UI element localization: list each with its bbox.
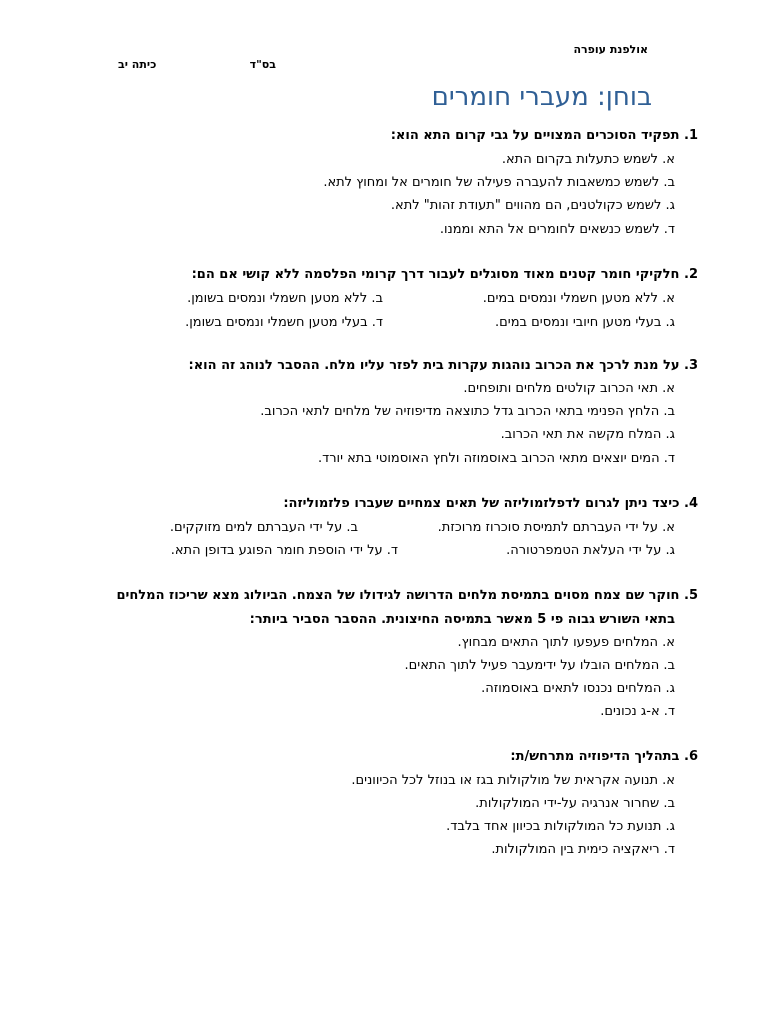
q1-option-d: ד. לשמש כנשאים לחומרים אל התא וממנו. [439,222,675,237]
q5-option-a: א. המלחים פעפעו לתוך התאים מבחוץ. [457,635,675,650]
q4-option-d: ד. על ידי הוספת חומר הפוגע בדופן התא. [170,543,398,558]
q4-option-c: ג. על ידי העלאת הטמפרטורה. [506,543,675,558]
q1-option-a: א. לשמש כתעלות בקרום התא. [501,152,675,167]
q4-option-b: ב. על ידי העברתם למים מזוקקים. [169,520,358,535]
q3-option-d: ד. המים יוצאים מתאי הכרוב באוסמוזה ולחץ האוסמוטי בתא יורד. [317,451,675,466]
question-5-line-2: בתאי השורש גבוה פי 5 מאשר בתמיסה החיצונית. ההסבר הסביר ביותר: [249,612,675,627]
question-2: 2. חלקיקי חומר קטנים מאוד מסוגלים לעבור דרך קרומי הפלסמה ללא קושי אם הם: [191,267,698,282]
q6-option-c: ג. תנועת כל המולקולות בכיוון אחד בלבד. [446,819,675,834]
q5-option-c: ג. המלחים נכנסו לתאים באוסמוזה. [481,681,675,696]
q6-option-a: א. תנועה אקראית של מולקולות בגז או בנוזל לכל הכיוונים. [351,773,675,788]
q3-option-c: ג. המלח מקשה את תאי הכרוב. [500,427,675,442]
q6-option-b: ב. שחרור אנרגיה על-ידי המולקולות. [475,796,675,811]
q5-option-d: ד. א-ג נכונים. [600,704,675,719]
q2-option-d: ד. בעלי מטען חשמלי ונמסים בשומן. [185,315,383,330]
q2-option-c: ג. בעלי מטען חיובי ונמסים במים. [495,315,675,330]
q3-option-b: ב. הלחץ הפנימי בתאי הכרוב גדל כתוצאה מדיפוזיה של מלחים לתאי הכרוב. [260,404,675,419]
question-3: 3. על מנת לרכך את הכרוב נוהגות עקרות בית לפזר עליו מלח. ההסבר לנוהג זה הוא: [188,358,698,373]
q4-option-a: א. על ידי העברתם לתמיסת סוכרוז מרוכזת. [437,520,675,535]
teacher-name: אולפנת עופרה [573,43,648,56]
q1-option-b: ב. לשמש כמשאבות להעברה פעילה של חומרים אל ומחוץ לתא. [323,175,675,190]
q1-option-c: ג. לשמש כקולטנים, הם מהווים "תעודת זהות" לתא. [390,198,675,213]
question-4: 4. כיצד ניתן לגרום לדפלזמוליזה של תאים צמחיים שעברו פלזמוליזה: [283,496,698,511]
question-5: 5. חוקר שם צמח מסוים בתמיסת מלחים הדרושה לגידולו של הצמח. הביולוג מצא שריכוז המלחים [116,588,698,603]
q2-option-a: א. ללא מטען חשמלי ונמסים במים. [482,291,675,306]
class-label: כיתה יב [118,58,157,71]
q5-option-b: ב. המלחים הובלו על ידימעבר פעיל לתוך התאים. [404,658,675,673]
q2-option-b: ב. ללא מטען חשמלי ונמסים בשומן. [187,291,383,306]
q3-option-a: א. תאי הכרוב קולטים מלחים ותופחים. [463,381,675,396]
q6-option-d: ד. ריאקציה כימית בין המולקולות. [491,842,675,857]
question-1: 1. תפקיד הסוכרים המצויים על גבי קרום התא הוא: [390,128,698,143]
page-title: בוחן: מעברי חומרים [431,82,652,112]
question-6: 6. בתהליך הדיפוזיה מתרחש/ת: [510,749,698,764]
bsd-mark: בס"ד [249,58,276,71]
